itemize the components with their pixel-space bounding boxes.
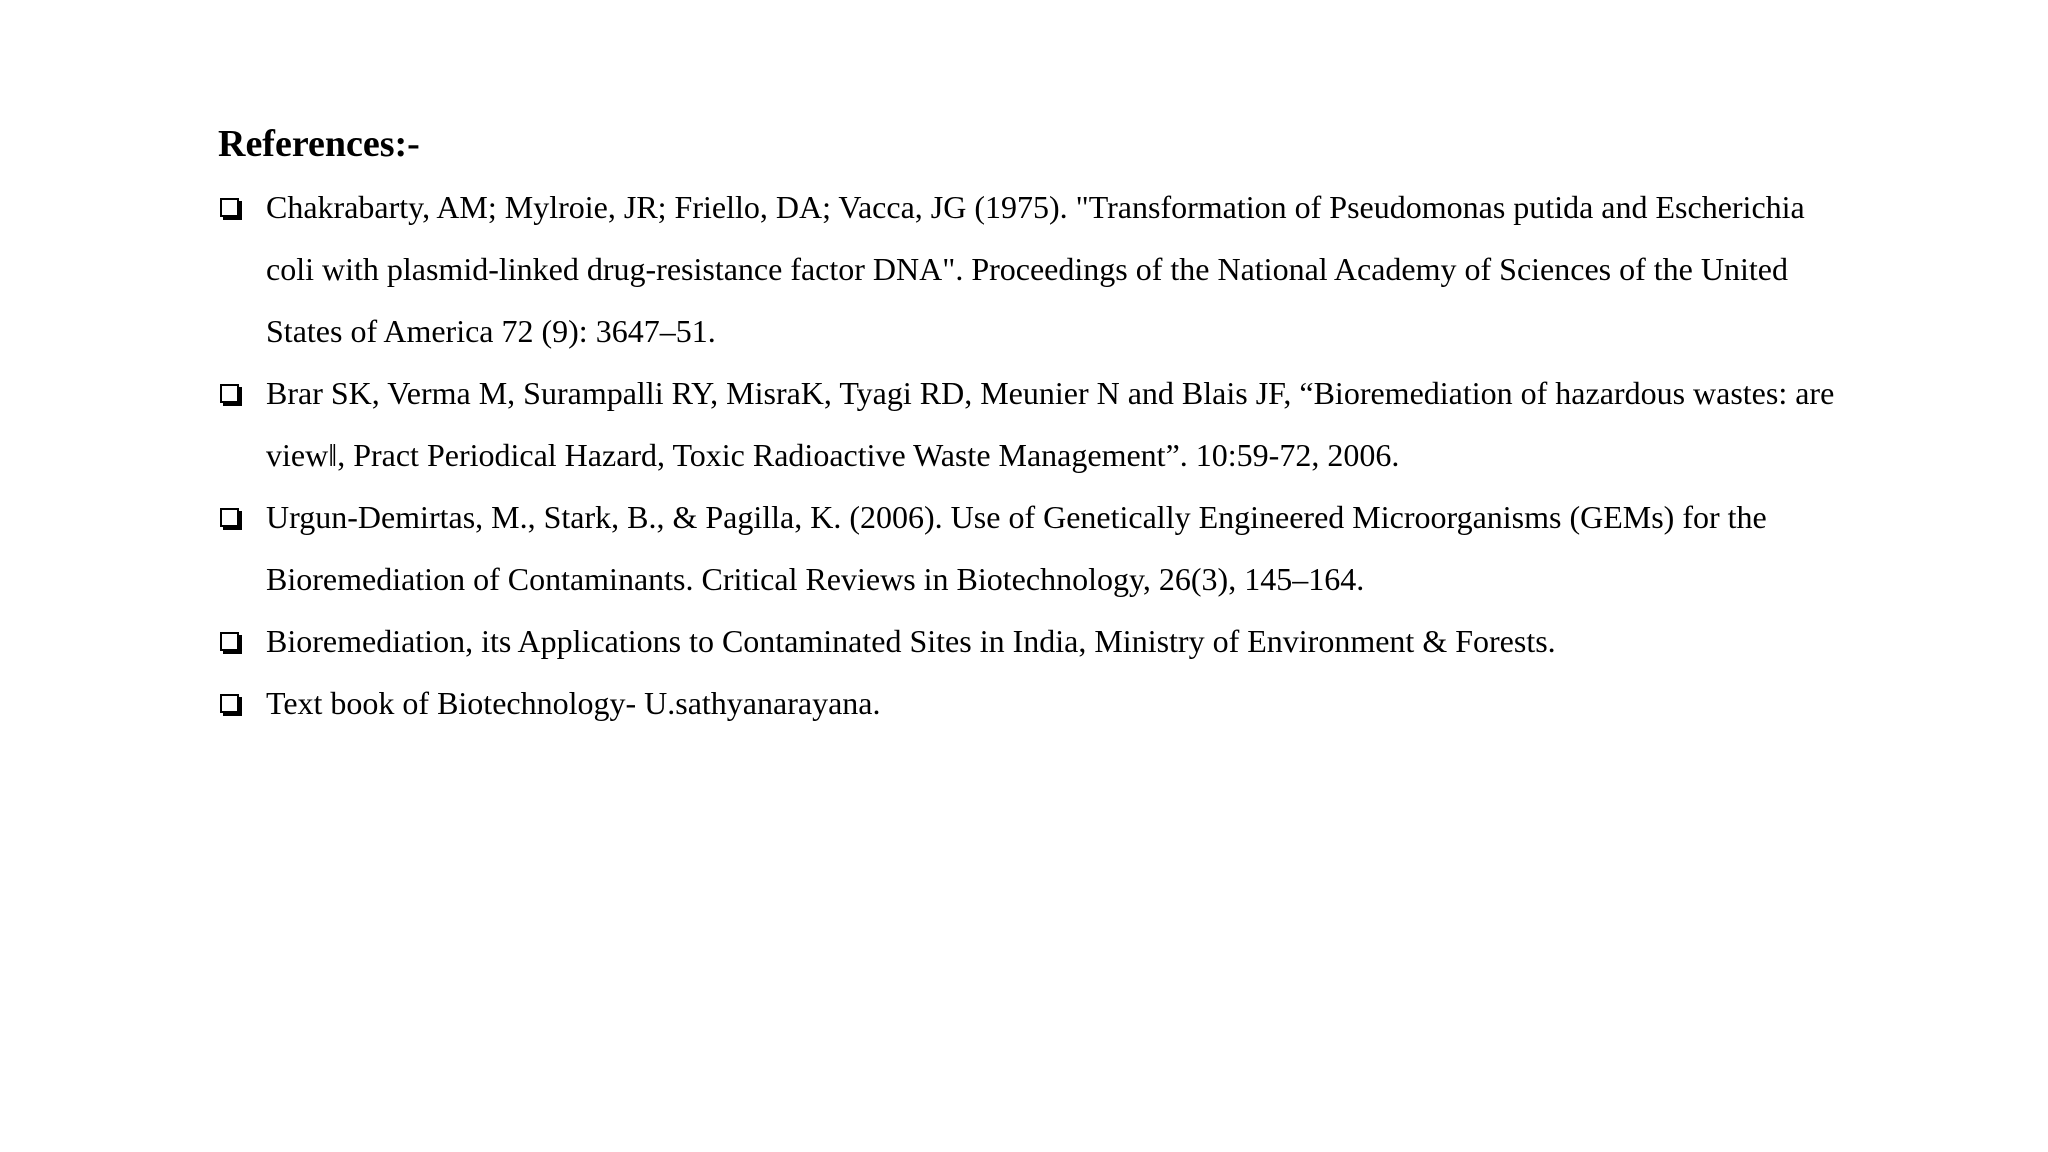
square-bullet-icon: [220, 384, 239, 403]
references-section: [218, 118, 1838, 734]
reference-item: [218, 486, 1838, 610]
reference-item: [218, 610, 1838, 672]
square-bullet-icon: [220, 508, 239, 527]
references-heading: References:-: [218, 123, 420, 165]
square-bullet-icon: [220, 694, 239, 713]
reference-text: Brar SK, Verma M, Surampalli RY, MisraK, Tyagi RD, Meunier N and Blais JF, “Bioremediation of hazardous wastes: are view‖, Pract Periodical Hazard, Toxic Radioactive Waste Management”. 10:59-72, 2006.: [266, 375, 1835, 473]
square-bullet-icon: [220, 632, 239, 651]
reference-text: Chakrabarty, AM; Mylroie, JR; Friello, DA; Vacca, JG (1975). "Transformation of Pseudomonas putida and Escherichia coli with plasmid-linked drug-resistance factor DNA". Proceedings of the National Academy of Sciences of the United States of America 72 (9): 3647–51.: [266, 189, 1805, 349]
reference-item: [218, 176, 1838, 362]
square-bullet-icon: [220, 198, 239, 217]
reference-item: [218, 672, 1838, 734]
reference-text: Bioremediation, its Applications to Contaminated Sites in India, Ministry of Environment & Forests.: [266, 623, 1556, 659]
reference-item: [218, 362, 1838, 486]
reference-text: Urgun-Demirtas, M., Stark, B., & Pagilla, K. (2006). Use of Genetically Engineered Microorganisms (GEMs) for the Bioremediation of Contaminants. Critical Reviews in Biotechnology, 26(3), 145–164.: [266, 499, 1767, 597]
reference-text: Text book of Biotechnology- U.sathyanarayana.: [266, 685, 881, 721]
references-list: [218, 176, 1838, 734]
